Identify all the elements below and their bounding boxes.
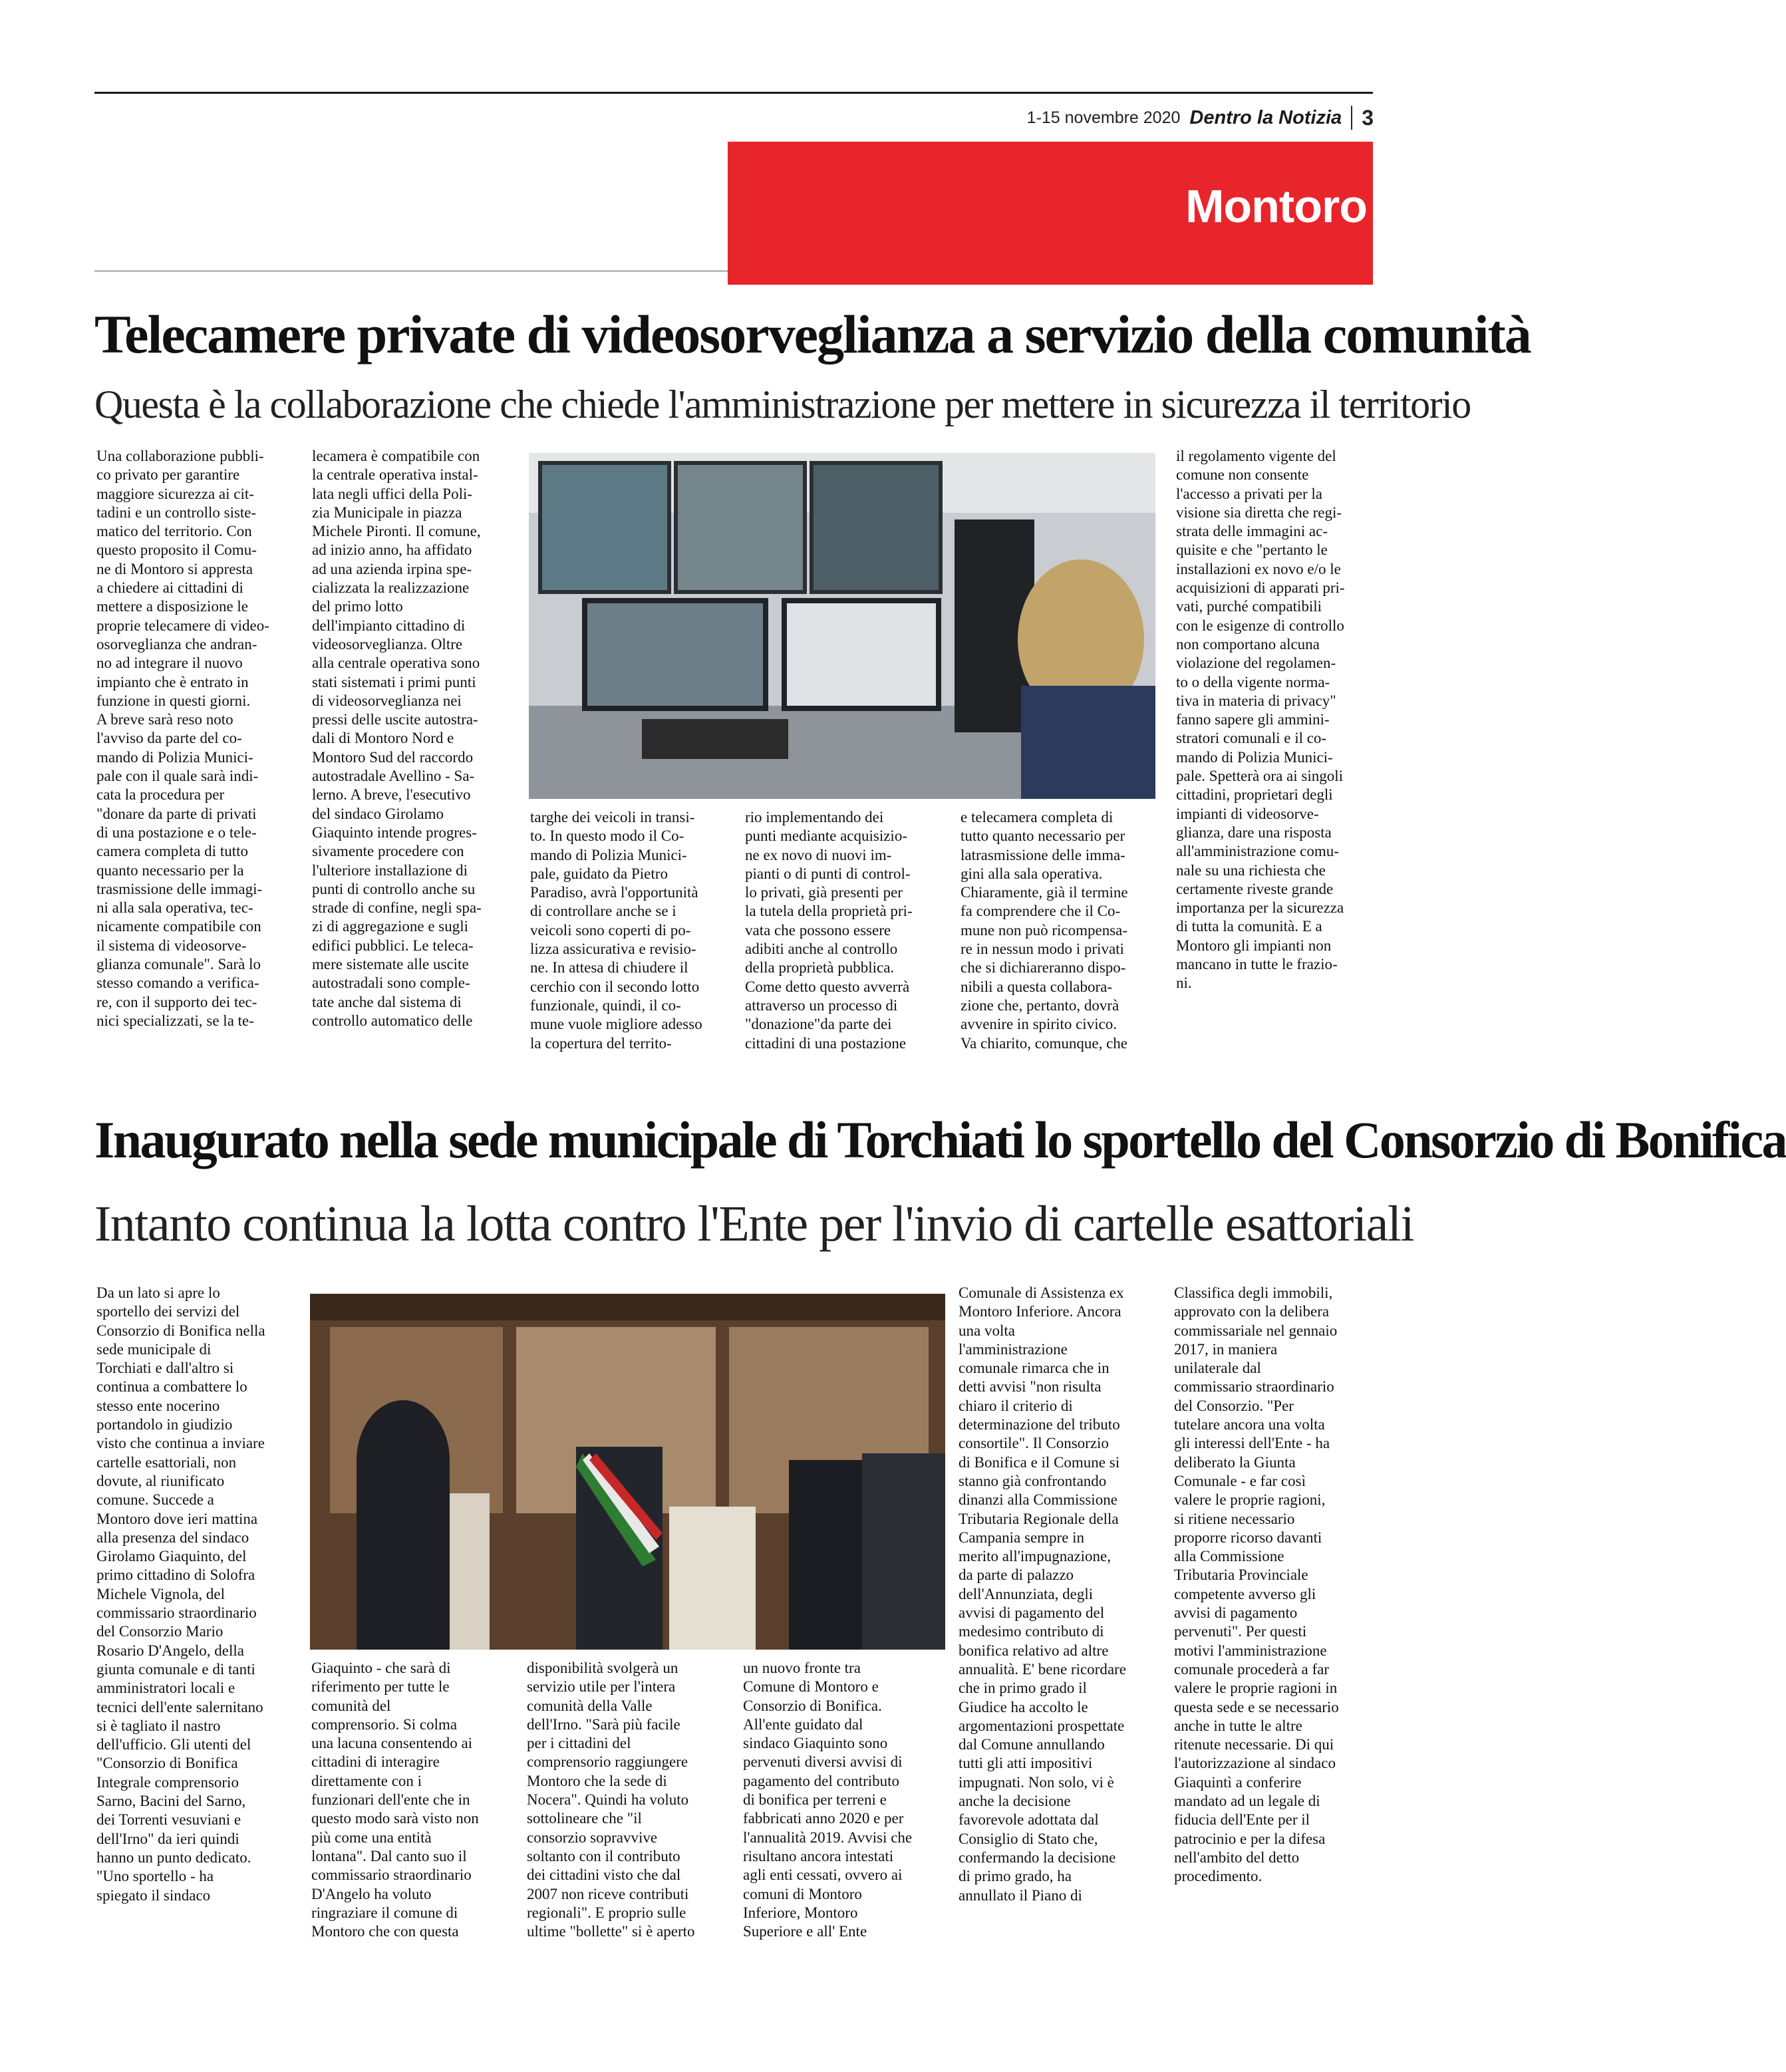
article2-column-2: Giaquinto - che sarà di riferimento per tutte le comunità del comprensorio. Si colma una lacuna consentendo ai cittadini di interagire direttamente con i funzionari dell'ente che in questo modo sarà visto non più come una entità lontana". Dal canto suo il commissario straordinario D'Angelo ha voluto ringraziare il comune di Montoro che con questa: [311, 1660, 479, 1940]
control-room-photo: [529, 453, 1155, 799]
inauguration-photo-graphic: [310, 1294, 945, 1650]
article1-column-3: targhe dei veicoli in transi- to. In questo modo il Co- mando di Polizia Munici- pale, guidato da Pietro Paradiso, avrà l'opportunità di controllare anche se i veicoli sono coperti di po- lizza assicurativa e revisio- ne. In attesa di chiudere il cerchio con il secondo lotto funzionale, quindi, il co- mune vuole migliore adesso la copertura del territo-: [530, 809, 702, 1052]
article1-column-6: il regolamento vigente del comune non consente l'accesso a privati per la visione sia diretta che regi- strata delle immagini ac- quisite e che "pertanto le installazioni ex novo e/o le acquisizioni di apparati pri- vati, purché compatibili con le esigenze di controllo non comportano alcuna violazione del regolamen- to o della vigente norma- tiva in materia di privacy" fanno sapere gli ammini- stratori comunali e il co- mando di Polizia Munici- pale. Spetterà ora ai singoli cittadini, proprietari degli impianti di videosorve- glianza, dare una risposta all'amministrazione comu- nale su una richiesta che certamente riveste grande importanza per la sicurezza di tutta la comunità. E a Montoro gli impianti non mancano in tutte le frazio- ni.: [1176, 448, 1345, 992]
article2-headline: Inaugurato nella sede municipale di Torchiati lo sportello del Consorzio di Bonifica: [94, 1111, 1786, 1169]
article1-column-2: lecamera è compatibile con la centrale operativa instal- lata negli uffici della Poli- zia Municipale in piazza Michele Pironti. Il comune, ad inizio anno, ha affidato ad una azienda irpina spe- cializzata la realizzazione del primo lotto dell'impianto cittadino di videosorveglianza. Oltre alla centrale operativa sono stati sistemati i primi punti di videosorveglianza nei pressi delle uscite autostra- dali di Montoro Nord e Montoro Sud del raccordo autostradale Avellino - Sa- lerno. A breve, l'esecutivo del sindaco Girolamo Giaquinto intende progres- sivamente procedere con l'ulteriore installazione di punti di controllo anche su strade di confine, negli spa- zi di aggregazione e sugli edifici pubblici. Le teleca- mere sistemate alle uscite autostradali sono comple- tate anche dal sistema di controllo automatico delle: [312, 448, 482, 1029]
page-number: 3: [1362, 105, 1374, 130]
section-banner-underline: [728, 265, 1373, 285]
article2-column-3: disponibilità svolgerà un servizio utile per l'intera comunità della Valle dell'Irno. "Sarà più facile per i cittadini del comprensorio raggiungere Montoro che la sede di Nocera". Quindi ha voluto sottolineare che "il consorzio sopravvive soltanto con il contributo dei cittadini visto che dal 2007 non riceve contributi regionali". E proprio sulle ultime "bollette" si è aperto: [527, 1660, 695, 1940]
header-separator: [1351, 106, 1352, 130]
control-room-photo-graphic: [529, 453, 1155, 799]
article2-column-4: un nuovo fronte tra Comune di Montoro e Consorzio di Bonifica. All'ente guidato dal sindaco Giaquinto sono pervenuti diversi avvisi di pagamento del contributo di bonifica per terreni e fabbricati anno 2020 e per l'annualità 2019. Avvisi che risultano ancora intestati agli enti cessati, ovvero ai comuni di Montoro Inferiore, Montoro Superiore e all' Ente: [743, 1660, 913, 1940]
header-rule: [94, 92, 1373, 94]
article1-headline: Telecamere private di videosorveglianza a servizio della comunità: [94, 304, 1531, 365]
section-rule: [94, 270, 728, 272]
article1-column-4: rio implementando dei punti mediante acquisizio- ne ex novo di nuovi im- pianti o di punti di control- lo privati, già presenti per la tutela della proprietà pri- vata che possono essere adibiti anche al controllo della proprietà pubblica. Come detto questo avverrà attraverso un processo di "donazione"da parte dei cittadini di una postazione: [745, 809, 913, 1052]
article2-column-5: Comunale di Assistenza ex Montoro Inferiore. Ancora una volta l'amministrazione comunale rimarca che in detti avvisi "non risulta chiaro il criterio di determinazione del tributo consortile". Il Consorzio di Bonifica e il Comune si stanno già confrontando dinanzi alla Commissione Tributaria Regionale della Campania sempre in merito all'impugnazione, da parte di palazzo dell'Annunziata, degli avvisi di pagamento del medesimo contributo di bonifica relativo ad altre annualità. E' bene ricordare che in primo grado il Giudice ha accolto le argomentazioni prospettate dal Comune annullando tutti gli atti impositivi impugnati. Non solo, vi è anche la decisione favorevole adottata dal Consiglio di Stato che, confermando la decisione di primo grado, ha annullato il Piano di: [959, 1284, 1126, 1904]
article2-column-6: Classifica degli immobili, approvato con la delibera commissariale nel gennaio 2017, in maniera unilaterale dal commissario straordinario del Consorzio. "Per tutelare ancora una volta gli interessi dell'Ente - ha deliberato la Giunta Comunale - e far così valere le proprie ragioni, si ritiene necessario proporre ricorso davanti alla Commissione Tributaria Provinciale competente avverso gli avvisi di pagamento pervenuti". Per questi motivi l'amministrazione comunale procederà a far valere le proprie ragioni in questa sede e se necessario anche in tutte le altre ritenute necessarie. Di qui l'autorizzazione al sindaco Giaquintì a conferire mandato ad un legale di fiducia dell'Ente per il patrocinio e per la difesa nell'ambito del detto procedimento.: [1174, 1284, 1339, 1885]
section-title: Montoro: [1185, 180, 1367, 232]
article1-subheadline: Questa è la collaborazione che chiede l'amministrazione per mettere in sicurezza il territorio: [94, 382, 1471, 426]
article2-column-1: Da un lato si apre lo sportello dei servizi del Consorzio di Bonifica nella sede municipale di Torchiati e dall'altro si continua a combattere lo stesso ente nocerino portandolo in giudizio visto che continua a inviare cartelle esattoriali, non dovute, al riunificato comune. Succede a Montoro dove ieri mattina alla presenza del sindaco Girolamo Giaquinto, del primo cittadino di Solofra Michele Vignola, del commissario straordinario del Consorzio Mario Rosario D'Angelo, della giunta comunale e di tanti amministratori locali e tecnici dell'ente salernitano si è tagliato il nastro dell'ufficio. Gli utenti del "Consorzio di Bonifica Integrale comprensorio Sarno, Bacini del Sarno, dei Torrenti vesuviani e dell'Irno" da ieri quindi hanno un punto dedicato. "Uno sportello - ha spiegato il sindaco: [96, 1284, 265, 1904]
article2-subheadline: Intanto continua la lotta contro l'Ente per l'invio di cartelle esattoriali: [94, 1196, 1414, 1252]
article1-column-5: e telecamera completa di tutto quanto necessario per latrasmissione delle imma- gini alla sala operativa. Chiaramente, già il termine fa comprendere che il Co- mune non può ricompensa- re in nessun modo i privati che si dichiareranno dispo- nibili a questa collabora- zione che, pertanto, dovrà avvenire in spirito civico. Va chiarito, comunque, che: [961, 809, 1128, 1052]
publication-name: Dentro la Notizia: [1189, 106, 1342, 128]
inauguration-photo: [310, 1294, 945, 1650]
article1-column-1: Una collaborazione pubbli- co privato per garantire maggiore sicurezza ai cit- tadini e un controllo siste- matico del territorio. Con questo proposito il Comu- ne di Montoro si appresta a chiedere ai cittadini di mettere a disposizione le proprie telecamere di video- osorveglianza che andran- no ad integrare il nuovo impianto che è entrato in funzione in questi giorni. A breve sarà reso noto l'avviso da parte del co- mando di Polizia Munici- pale con il quale sarà indi- cata la procedura per "donare da parte di privati di una postazione e o tele- camera completa di tutto quanto necessario per la trasmissione delle immagi- ni alla sala operativa, tec- nicamente compatibile con il sistema di videosorve- glianza comunale". Sarà lo stesso comando a verifica- re, con il supporto dei tec- nici specializzati, se la te-: [96, 448, 269, 1029]
issue-date: 1-15 novembre 2020: [1026, 108, 1181, 127]
running-header: [1027, 103, 1374, 132]
